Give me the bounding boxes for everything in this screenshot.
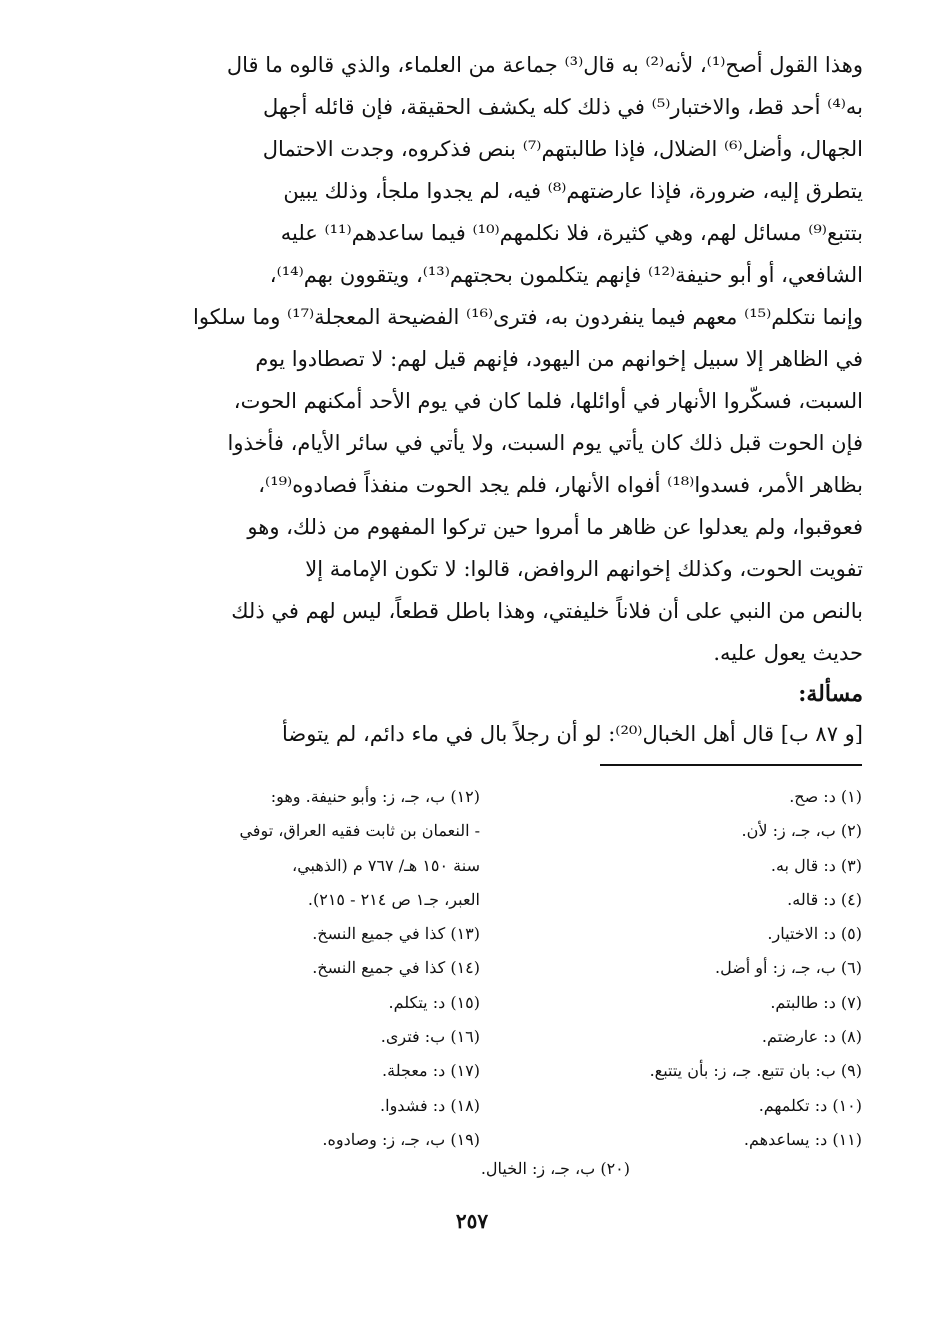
- footnote: (١٠) د: تكلمهم.: [758, 1095, 862, 1115]
- body-line: حديث يعول عليه.: [713, 641, 863, 665]
- body-line: بالنص من النبي على أن فلاناً خليفتي، وهذا باطل قطعاً، ليس لهم في ذلك: [231, 599, 863, 623]
- body-line: وهذا القول أصح⁽¹⁾، لأنه⁽²⁾ به قال⁽³⁾ جماعة من العلماء، والذي قالوه ما قال: [226, 53, 863, 77]
- body-line: بتتبع⁽⁹⁾ مسائل لهم، وهي كثيرة، فلا نكلمهم⁽¹⁰⁾ فيما ساعدهم⁽¹¹⁾ عليه: [280, 221, 863, 245]
- footnote: (٨) د: عارضتم.: [761, 1027, 862, 1047]
- footnotes-right-column: [500, 780, 862, 1157]
- body-line: الشافعي، أو أبو حنيفة⁽¹²⁾ فإنهم يتكلمون بحجتهم⁽¹³⁾، ويتقوون بهم⁽¹⁴⁾،: [269, 263, 863, 287]
- footnote: (٧) د: طالبتم.: [770, 992, 862, 1012]
- footnote: (٥) د: الاختيار.: [767, 924, 862, 944]
- footnote-continuation: العبر، جـ١ ص ٢١٤ - ٢١٥).: [307, 889, 480, 909]
- footnote: (١٦) ب: فترى.: [380, 1027, 480, 1047]
- main-text-block: [155, 44, 863, 674]
- footnote: (١٧) د: معجلة.: [382, 1061, 480, 1081]
- footnote: (٣) د: قال به.: [770, 855, 862, 875]
- footnote: (٢) ب، جـ، ز: لأن.: [741, 821, 862, 841]
- footnote-continuation: سنة ١٥٠ هـ/ ٧٦٧ م (الذهبي،: [292, 855, 480, 875]
- footnote: (١) د: صح.: [789, 787, 862, 806]
- body-line: بظاهر الأمر، فسدوا⁽¹⁸⁾ أفواه الأنهار، فلم يجد الحوت منفذاً فصادوه⁽¹⁹⁾،: [258, 473, 863, 497]
- footnote: (٤) د: قاله.: [787, 889, 862, 909]
- footnote: (٩) ب: بان تتبع. جـ، ز: بأن يتتبع.: [649, 1061, 862, 1081]
- footnote: (١٣) كذا في جميع النسخ.: [312, 924, 480, 944]
- section-first-line: [و ٨٧ ب] قال أهل الخبال⁽²⁰⁾: لو أن رجلاً بال في ماء دائم، لم يتوضأ: [282, 722, 863, 746]
- body-line: به⁽⁴⁾ أحد قط، والاختبار⁽⁵⁾ في ذلك كله يكشف الحقيقة، فإن قائله أجهل: [262, 95, 863, 119]
- footnote: (١٢) ب، جـ، ز: وأبو حنيفة. وهو:: [270, 787, 480, 806]
- footnote: (١٩) ب، جـ، ز: وصادوه.: [322, 1129, 480, 1149]
- body-line: في الظاهر إلا سبيل إخوانهم من اليهود، فإنهم قيل لهم: لا تصطادوا يوم: [255, 347, 863, 371]
- body-line: فعوقبوا، ولم يعدلوا عن ظاهر ما أمروا حين تركوا المفهوم من ذلك، وهو: [247, 515, 863, 539]
- body-line: يتطرق إليه، ضرورة، فإذا عارضتهم⁽⁸⁾ فيه، لم يجدوا ملجأ، وذلك يبين: [283, 179, 863, 203]
- footnote-continuation: - النعمان بن ثابت فقيه العراق، توفي: [239, 821, 480, 841]
- body-line: الجهال، وأضل⁽⁶⁾ الضلال، فإذا طالبتهم⁽⁷⁾ بنص فذكروه، وجدت الاحتمال: [262, 137, 863, 161]
- body-line: تفويت الحوت، وكذلك إخوانهم الروافض، قالوا: لا تكون الإمامة إلا: [305, 557, 863, 581]
- footnote-divider: [600, 764, 862, 766]
- footnote: (١٥) د: يتكلم.: [388, 992, 480, 1012]
- body-line: فإن الحوت قبل ذلك كان يأتي يوم السبت، ولا يأتي في سائر الأيام، فأخذوا: [227, 431, 863, 455]
- body-line: وإنما نتكلم⁽¹⁵⁾ معهم فيما ينفردون به، فترى⁽¹⁶⁾ الفضيحة المعجلة⁽¹⁷⁾ وما سلكوا: [193, 305, 863, 329]
- footnote: (١٨) د: فشدوا.: [380, 1095, 480, 1115]
- footnotes-left-column: [160, 780, 480, 1157]
- footnote: (١١) د: يساعدهم.: [743, 1129, 862, 1149]
- body-line: السبت، فسكّروا الأنهار في أوائلها، فلما كان في يوم الأحد أمكنهم الحوت،: [233, 389, 863, 413]
- footnote: (٦) ب، جـ، ز: أو أضل.: [714, 958, 862, 978]
- section-heading: مسألة:: [798, 681, 863, 707]
- footnote: (١٤) كذا في جميع النسخ.: [312, 958, 480, 978]
- footnote: (٢٠) ب، جـ، ز: الخيال.: [480, 1159, 630, 1178]
- page-number: ٢٥٧: [455, 1209, 489, 1233]
